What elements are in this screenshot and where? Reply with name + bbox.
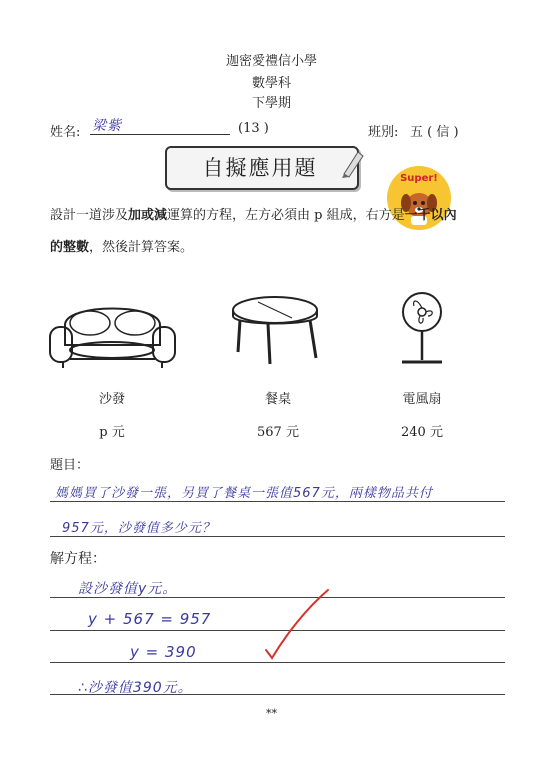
- name-value: 梁紫: [92, 118, 122, 134]
- item-name-sofa: 沙發: [98, 392, 125, 407]
- table-icon: [228, 292, 323, 367]
- sofa-icon: [45, 295, 180, 370]
- solution-label: 解方程：: [50, 551, 106, 567]
- item-name-table: 餐桌: [264, 392, 291, 407]
- question-line-2: [50, 536, 505, 537]
- instruction-text-3: ，然後計算答案。: [89, 240, 194, 255]
- solution-text-2: y + 567 = 957: [88, 610, 212, 628]
- fan-icon: [392, 288, 452, 368]
- check-mark-icon: [262, 588, 332, 663]
- class-value: 五 ( 信 ): [410, 125, 459, 140]
- page-title: 自擬應用題: [202, 156, 318, 180]
- sticker-text: Super!: [400, 173, 438, 184]
- instruction-text-2: 運算的方程，左方必須由 p 組成，右方是: [167, 208, 405, 223]
- question-text-1: 媽媽買了沙發一張，另買了餐桌一張值567元，兩樣物品共付: [55, 486, 433, 501]
- item-price-fan: 240 元: [401, 425, 443, 440]
- question-label: 題目：: [50, 458, 90, 473]
- item-price-table: 567 元: [257, 425, 299, 440]
- item-price-sofa: p 元: [99, 425, 125, 440]
- question-text-2: 957元，沙發值多少元？: [62, 521, 216, 536]
- solution-text-3: y = 390: [130, 643, 197, 661]
- student-number: (13 ): [238, 121, 269, 136]
- question-line-1: [50, 501, 505, 502]
- name-label: 姓名:: [50, 125, 81, 140]
- instruction-line-2: [50, 229, 510, 267]
- instruction-bold-2: 一千以內: [404, 208, 457, 223]
- school-name: 迦密愛禮信小學: [225, 54, 317, 69]
- item-name-fan: 電風扇: [402, 392, 442, 407]
- footer-stars: **: [266, 707, 277, 720]
- class-label: 班別:: [368, 125, 399, 140]
- instruction-bold-1: 加或減: [128, 208, 168, 223]
- subject: 數學科: [251, 76, 291, 91]
- instruction-bold-3: 的整數: [50, 240, 90, 255]
- solution-text-1: 設沙發值y元。: [78, 581, 178, 597]
- solution-text-4: ∴沙發值390元。: [78, 680, 193, 696]
- instruction-text-1: 設計一道涉及: [50, 208, 129, 223]
- term: 下學期: [251, 96, 291, 111]
- pencil-icon: [338, 148, 364, 178]
